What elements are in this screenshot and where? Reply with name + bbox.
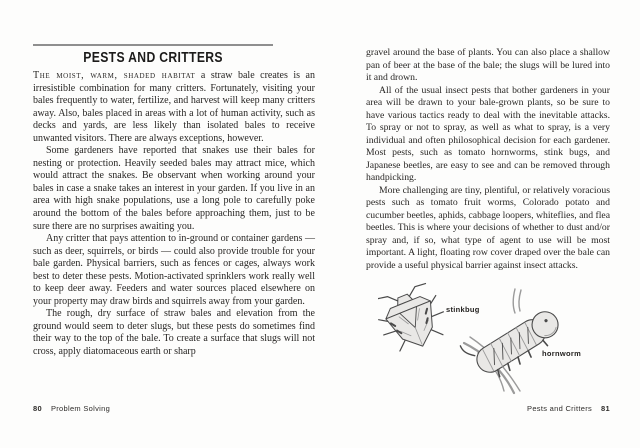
section-heading-block [33,44,273,67]
section-heading: PESTS AND CRITTERS [83,50,223,66]
paragraph: Some gardeners have reported that snakes use their bales for nesting or protection. Heavily seeded bales may attract mice, which would attract the snakes. Be observant when working around your bales in case a snake takes an interest in your garden. If you live in an area with high snake populations, use a long pole to carefully poke around the bottom of the bales before approaching them, just to be sure there are no surprises awaiting you. [33,145,315,232]
hornworm-figure-label: hornworm [542,349,582,358]
hornworm-illustration [456,287,572,395]
left-text-column [33,70,315,359]
paragraph: The rough, dry surface of straw bales and elevation from the ground would seem to deter slugs, but these pests do sometimes find their way to the top of the bale. To create a surface that slugs will not cross, apply diatomaceous earth or sharp [33,308,315,358]
lead-in-smallcaps: The moist, warm, shaded habitat [33,70,196,81]
right-text-column [366,47,610,272]
paragraph: All of the usual insect pests that bother gardeners in your area will be drawn to your bale-grown plants, so be sure to have various tactics ready to deal with the inevitable attacks. To spray or not to spray, as well as what to spray, is a very individual and often philosophical decision for each gardener. Most pests, such as tomato hornworms, stink bugs, and Japanese beetles, are easy to see and can be removed through handpicking. [366,84,610,183]
page-number: 81 [601,404,610,413]
paragraph-text: a straw bale creates is an irresistible combination for many critters. Fortunately, visiting your bales frequently to water, fertilize, and harvest will keep many critters away. Also, bales placed in areas with a lot of human activity, such as decks and yards, are less likely than isolated bales to receive unwanted visitors. There are always exceptions, however. [33,70,315,144]
right-page-footer [366,404,610,413]
stinkbug-illustration [378,282,448,358]
paragraph: More challenging are tiny, plentiful, or relatively voracious pests such as tomato fruit worms, Colorado potato and cucumber beetles, aphids, cabbage loopers, whiteflies, and flea beetles. This is where your decisions of whether to dust and/or spray and, if so, what type of agent to use will be most important. A light, floating row cover draped over the bale can provide a useful physical barrier against insect attacks. [366,184,610,271]
running-footer-section: Pests and Critters [527,404,593,413]
left-page-footer [33,404,315,413]
page-number: 80 [33,404,42,413]
stinkbug-figure-label: stinkbug [446,305,480,314]
running-footer-section: Problem Solving [50,404,111,413]
paragraph [33,70,315,145]
paragraph: gravel around the base of plants. You can also place a shallow pan of beer at the base of the bale; the slugs will be lured into it and drown. [366,47,610,83]
paragraph: Any critter that pays attention to in-ground or container gardens — such as deer, squirrels, or birds — could also provide trouble for your bale garden. Physical barriers, such as fences or cages, always work best to deter these pests. Motion-activated sprinklers work really well to keep deer away. Feeders and water sources placed elsewhere on your property may draw birds and squirrels away from your garden. [33,233,315,307]
